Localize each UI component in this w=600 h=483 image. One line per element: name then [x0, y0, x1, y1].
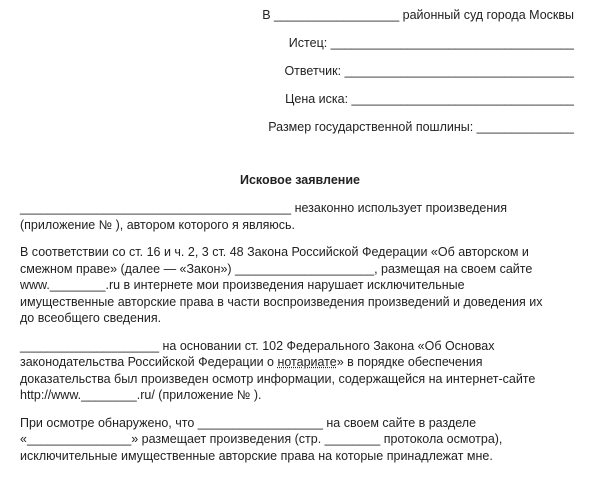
claim-price-line: Цена иска: ________________________________ — [285, 92, 574, 106]
paragraph-line: доказательства был произведен осмотр информации, содержащейся на интернет-сайте — [20, 371, 536, 386]
paragraph-3 — [20, 338, 582, 404]
document-header — [234, 8, 574, 148]
paragraph-line: При осмотре обнаружено, что __________________ на своем сайте в разделе — [20, 415, 477, 430]
paragraph-line: ____________________ на основании ст. 102 Федерального Закона «Об Основах — [20, 338, 495, 353]
document-body — [20, 200, 582, 475]
defendant-line: Ответчик: _________________________________ — [284, 64, 574, 78]
notariat-link[interactable]: нотариате — [277, 355, 337, 369]
paragraph-line: имущественные авторские права в части воспроизведения произведений и доведения их — [20, 294, 543, 309]
paragraph-text: законодательства Российской Федерации о — [20, 355, 278, 369]
paragraph-2 — [20, 244, 582, 327]
paragraph-line: «_______________» размещает произведения (стр. ________ протокола осмотра), — [20, 432, 503, 446]
paragraph-line: до всеобщего сведения. — [20, 311, 162, 325]
paragraph-line: смежном праве» (далее — «Закон») ____________________, размещая на своем сайте — [20, 261, 533, 276]
paragraph-line: _______________________________________ незаконно использует произведения — [20, 201, 508, 215]
paragraph-line — [20, 354, 582, 371]
paragraph-line: www.________.ru в интернете мои произведения нарушает исключительные — [20, 278, 465, 292]
paragraph-line: http://www.________.ru/ (приложение № ). — [20, 388, 262, 402]
paragraph-line: исключительные имущественные авторские права на которые принадлежат мне. — [20, 448, 493, 463]
state-fee-line: Размер государственной пошлины: ______________ — [268, 120, 574, 134]
paragraph-line: В соответствии со ст. 16 и ч. 2, 3 ст. 48 Закона Российской Федерации «Об авторском и — [20, 245, 529, 259]
document-title: Исковое заявление — [240, 173, 360, 187]
paragraph-line: (приложение № ), автором которого я являюсь. — [20, 217, 296, 232]
paragraph-4 — [20, 415, 582, 465]
plaintiff-line: Истец: ___________________________________ — [288, 36, 574, 50]
paragraph-1 — [20, 200, 582, 233]
court-line: В __________________ районный суд города Москвы — [262, 8, 574, 22]
paragraph-text: » в порядке обеспечения — [336, 355, 483, 369]
